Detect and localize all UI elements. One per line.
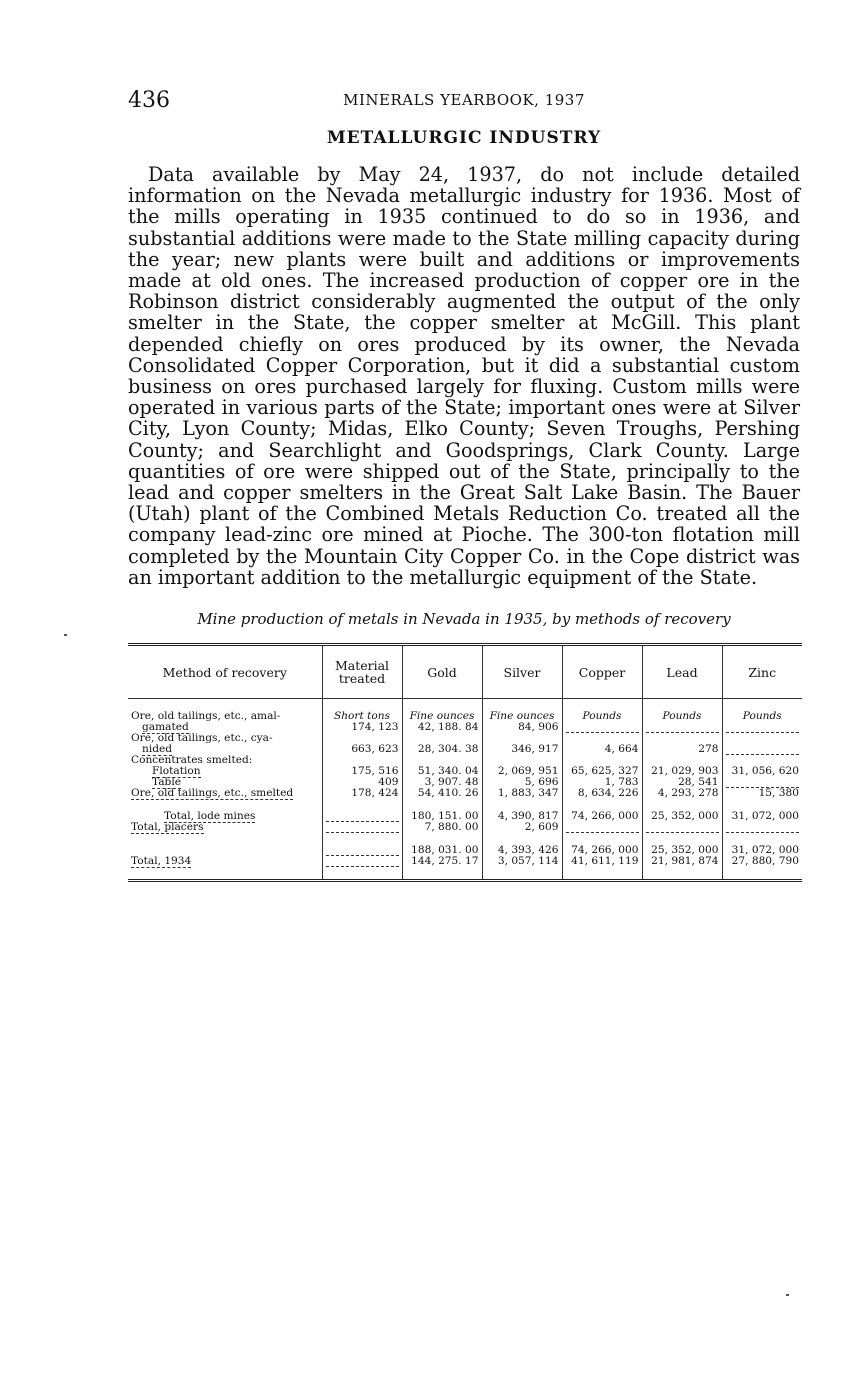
cell: 2, 609 (482, 822, 562, 833)
cell: 21, 029, 903 (642, 766, 722, 777)
col-header-gold: Gold (402, 645, 482, 699)
cell: 31, 072, 000 (722, 845, 802, 856)
unit-cell: Fine ounces (482, 711, 562, 722)
table-row (128, 788, 802, 799)
cell: 7, 880. 00 (402, 822, 482, 833)
col-header-silver: Silver (482, 645, 562, 699)
row-label: gamated (142, 721, 189, 733)
cell-empty (322, 822, 402, 833)
row-label: Concentrates smelted: (131, 754, 253, 766)
cell: 4, 664 (562, 744, 642, 755)
cell: 144, 275. 17 (402, 856, 482, 867)
col-header-lead: Lead (642, 645, 722, 699)
row-label: Total, 1934 (131, 855, 192, 867)
cell: 4, 293, 278 (642, 788, 722, 799)
cell-empty (722, 722, 802, 733)
cell: 25, 352, 000 (642, 811, 722, 822)
cell: 28, 541 (642, 777, 722, 788)
unit-cell: Pounds (562, 711, 642, 722)
cell: 8, 634, 226 (562, 788, 642, 799)
cell: 4, 390, 817 (482, 811, 562, 822)
cell: 31, 056, 620 (722, 766, 802, 777)
cell: 178, 424 (322, 788, 402, 799)
cell: 663, 623 (322, 744, 402, 755)
cell: 41, 611, 119 (562, 856, 642, 867)
cell: 4, 393, 426 (482, 845, 562, 856)
table-header-row (128, 645, 802, 699)
cell: 21, 981, 874 (642, 856, 722, 867)
page-number: 436 (128, 88, 170, 113)
col-header-material: Material treated (322, 645, 402, 699)
cell: 1, 783 (562, 777, 642, 788)
unit-cell: Short tons (322, 711, 402, 722)
cell: 1, 883, 347 (482, 788, 562, 799)
row-label: Ore, old tailings, etc., smelted (131, 787, 294, 799)
section-title: METALLURGIC INDUSTRY (326, 128, 602, 148)
col-header-method: Method of recovery (128, 645, 322, 699)
row-label: Ore, old tailings, etc., amal- (131, 710, 281, 722)
cell: 27, 880, 790 (722, 856, 802, 867)
scan-speck (64, 634, 67, 636)
cell-empty (562, 722, 642, 733)
cell: 54, 410. 26 (402, 788, 482, 799)
cell: 409 (322, 777, 402, 788)
cell: 25, 352, 000 (642, 845, 722, 856)
cell-empty (722, 744, 802, 755)
cell-empty (562, 822, 642, 833)
cell: 84, 906 (482, 722, 562, 733)
cell: 51, 340. 04 (402, 766, 482, 777)
cell-empty (322, 845, 402, 856)
cell: 28, 304. 38 (402, 744, 482, 755)
cell-empty (642, 722, 722, 733)
cell: 175, 516 (322, 766, 402, 777)
cell: 3, 057, 114 (482, 856, 562, 867)
production-table (128, 643, 802, 882)
row-label: Total, lode mines (164, 810, 256, 822)
cell: 5, 696 (482, 777, 562, 788)
cell: 74, 266, 000 (562, 811, 642, 822)
cell: 346, 917 (482, 744, 562, 755)
row-label: Flotation (152, 765, 201, 777)
row-label: Ore, old tailings, etc., cya- (131, 732, 273, 744)
page-header (128, 88, 800, 118)
cell-empty (722, 822, 802, 833)
table-row (128, 856, 802, 867)
table-caption: Mine production of metals in Nevada in 1935, by methods of recovery (197, 610, 731, 628)
cell-empty (322, 856, 402, 867)
cell: 65, 625, 327 (562, 766, 642, 777)
cell: 31, 072, 000 (722, 811, 802, 822)
body-paragraph: Data available by May 24, 1937, do not include detailed information on the Nevada metallurgic industry for 1936. Most of the mills operating in 1935 continued to do so in 1936, and substantial additions were made to the State milling capacity during the year; new plants were built and additions or improvements made at old ones. The increased production of copper ore in the Robinson district considerably augmented the output of the only smelter in the State, the copper smelter at McGill. This plant depended chiefly on ores produced by its owner, the Nevada Consolidated Copper Corporation, but it did a substantial custom business on ores purchased largely for fluxing. Custom mills were operated in various parts of the State; important ones were at Silver City, Lyon County; Midas, Elko County; Seven Troughs, Pershing County; and Searchlight and Goodsprings, Clark County. Large quantities of ore were shipped out of the State, principally to the lead and copper smelters in the Great Salt Lake Basin. The Bauer (Utah) plant of the Combined Metals Reduction Co. treated all the company lead-zinc ore mined at Pioche. The 300-ton flotation mill completed by the Mountain City Copper Co. in the Cope district was an important addition to the metallurgic equipment of the State. (128, 163, 800, 589)
cell: 188, 031. 00 (402, 845, 482, 856)
col-header-copper: Copper (562, 645, 642, 699)
unit-cell: Pounds (722, 711, 802, 722)
unit-cell: Fine ounces (402, 711, 482, 722)
cell: 15, 380 (722, 788, 802, 799)
cell: 2, 069, 951 (482, 766, 562, 777)
cell: 180, 151. 00 (402, 811, 482, 822)
col-header-zinc: Zinc (722, 645, 802, 699)
table-row (128, 822, 802, 833)
cell: 174, 123 (322, 722, 402, 733)
row-label: Total, placers (131, 821, 204, 833)
cell: 42, 188. 84 (402, 722, 482, 733)
scan-speck (786, 1294, 789, 1296)
cell-empty (642, 822, 722, 833)
row-label: Table (152, 776, 181, 788)
cell: 3, 907. 48 (402, 777, 482, 788)
running-title: MINERALS YEARBOOK, 1937 (343, 91, 585, 109)
cell-empty (322, 811, 402, 822)
cell: 74, 266, 000 (562, 845, 642, 856)
row-label: nided (142, 743, 173, 755)
unit-cell: Pounds (642, 711, 722, 722)
cell: 278 (642, 744, 722, 755)
